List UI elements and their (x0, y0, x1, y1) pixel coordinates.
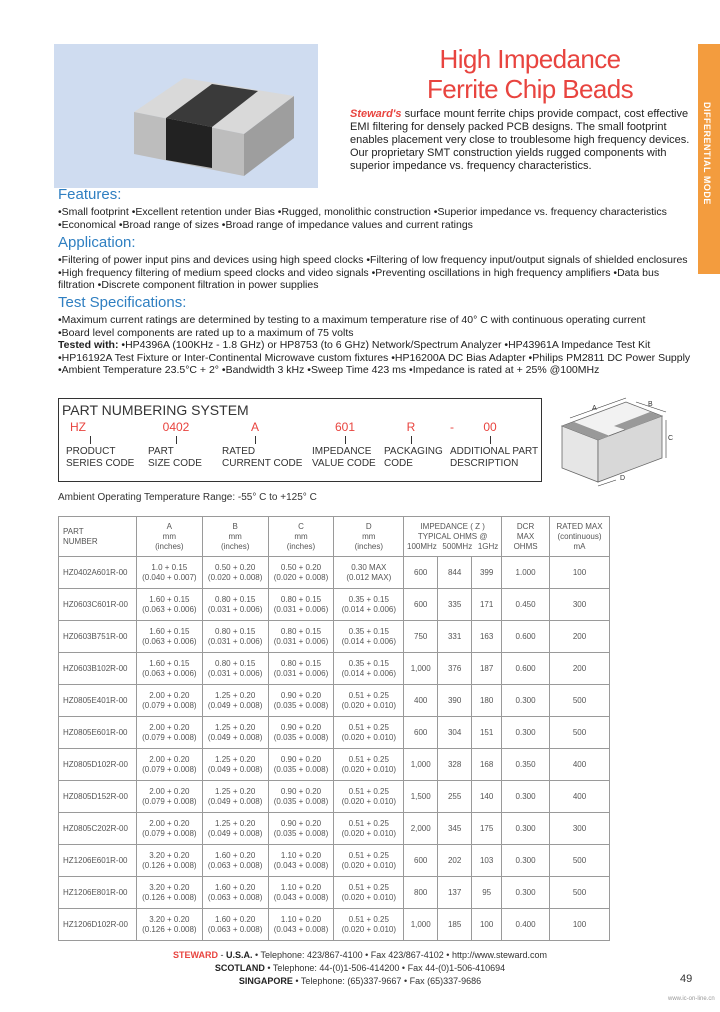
table-row (59, 813, 610, 845)
cell-dcr: 0.300 (502, 685, 550, 717)
cell-c: 1.10 + 0.20 (0.043 + 0.008) (268, 877, 334, 909)
table-row (59, 909, 610, 941)
cell-ma: 500 (550, 717, 610, 749)
cell-dcr: 0.400 (502, 909, 550, 941)
table-header-row (59, 517, 610, 557)
cell-d: 0.30 MAX (0.012 MAX) (334, 557, 404, 589)
cell-z500: 185 (438, 909, 472, 941)
cell-z100: 1,000 (404, 909, 438, 941)
pn-code-additional: 00 (483, 420, 497, 434)
cell-ma: 500 (550, 685, 610, 717)
product-photo (54, 44, 318, 188)
th-d: D mm (inches) (334, 517, 404, 557)
cell-z100: 1,000 (404, 749, 438, 781)
table-row (59, 749, 610, 781)
table-body (59, 557, 610, 941)
pn-desc-size: PART SIZE CODE (148, 446, 202, 469)
cell-b: 1.25 + 0.20 (0.049 + 0.008) (202, 685, 268, 717)
pn-tick (90, 436, 91, 444)
cell-z1g: 151 (472, 717, 502, 749)
cell-c: 0.50 + 0.20 (0.020 + 0.008) (268, 557, 334, 589)
cell-z100: 750 (404, 621, 438, 653)
cell-c: 0.80 + 0.15 (0.031 + 0.006) (268, 653, 334, 685)
pn-tick (176, 436, 177, 444)
cell-c: 0.90 + 0.20 (0.035 + 0.008) (268, 717, 334, 749)
dim-label-b: B (648, 401, 653, 408)
cell-b: 1.25 + 0.20 (0.049 + 0.008) (202, 749, 268, 781)
th-a: A mm (inches) (136, 517, 202, 557)
cell-z500: 844 (438, 557, 472, 589)
features-body: •Small footprint •Excellent retention under Bias •Rugged, monolithic construction •Superior impedance vs. frequency characteristics •Economical •Broad range of sizes •Broad range of impedance values and current ratings (58, 206, 667, 231)
cell-z1g: 103 (472, 845, 502, 877)
cell-d: 0.51 + 0.25 (0.020 + 0.010) (334, 717, 404, 749)
watermark-url: www.ic-on-line.cn (668, 996, 715, 1002)
cell-a: 2.00 + 0.20 (0.079 + 0.008) (136, 781, 202, 813)
cell-dcr: 1.000 (502, 557, 550, 589)
cell-a: 1.60 + 0.15 (0.063 + 0.006) (136, 621, 202, 653)
cell-ma: 200 (550, 621, 610, 653)
cell-z100: 600 (404, 717, 438, 749)
cell-z100: 600 (404, 557, 438, 589)
cell-pn: HZ1206E601R-00 (59, 845, 137, 877)
table-row (59, 845, 610, 877)
dim-label-c: C (668, 435, 674, 442)
cell-z500: 304 (438, 717, 472, 749)
cell-b: 1.25 + 0.20 (0.049 + 0.008) (202, 813, 268, 845)
cell-dcr: 0.300 (502, 877, 550, 909)
table-row (59, 589, 610, 621)
cell-b: 1.60 + 0.20 (0.063 + 0.008) (202, 845, 268, 877)
cell-z100: 800 (404, 877, 438, 909)
cell-a: 3.20 + 0.20 (0.126 + 0.008) (136, 877, 202, 909)
cell-d: 0.51 + 0.25 (0.020 + 0.010) (334, 749, 404, 781)
cell-a: 2.00 + 0.20 (0.079 + 0.008) (136, 717, 202, 749)
cell-z100: 2,000 (404, 813, 438, 845)
pn-tick (411, 436, 412, 444)
cell-dcr: 0.300 (502, 845, 550, 877)
cell-d: 0.35 + 0.15 (0.014 + 0.006) (334, 621, 404, 653)
side-tab (698, 44, 720, 274)
cell-z1g: 175 (472, 813, 502, 845)
footer-scotland: SCOTLAND • Telephone: 44-(0)1-506-414200 • Fax 44-(0)1-506-410694 (214, 963, 506, 973)
cell-c: 0.90 + 0.20 (0.035 + 0.008) (268, 813, 334, 845)
cell-c: 0.80 + 0.15 (0.031 + 0.006) (268, 621, 334, 653)
pn-code-series: HZ (70, 420, 86, 434)
cell-a: 1.0 + 0.15 (0.040 + 0.007) (136, 557, 202, 589)
cell-ma: 300 (550, 589, 610, 621)
cell-d: 0.35 + 0.15 (0.014 + 0.006) (334, 653, 404, 685)
table-row (59, 557, 610, 589)
pn-desc-series: PRODUCT SERIES CODE (66, 446, 135, 469)
th-c: C mm (inches) (268, 517, 334, 557)
cell-ma: 100 (550, 557, 610, 589)
cell-a: 2.00 + 0.20 (0.079 + 0.008) (136, 685, 202, 717)
cell-c: 0.80 + 0.15 (0.031 + 0.006) (268, 589, 334, 621)
cell-z100: 1,000 (404, 653, 438, 685)
cell-c: 1.10 + 0.20 (0.043 + 0.008) (268, 845, 334, 877)
cell-z100: 600 (404, 589, 438, 621)
part-numbering-title: PART NUMBERING SYSTEM (62, 402, 249, 418)
application-body: •Filtering of power input pins and devices using high speed clocks •Filtering of low frequency input/output signals of shielded enclosures •High frequency filtering of medium speed clocks and video signals •Preventing oscillations in high frequency amplifiers •Data bus filtration •Discrete component filtration in power supplies (58, 254, 688, 291)
cell-ma: 500 (550, 845, 610, 877)
th-part: PART NUMBER (59, 517, 137, 557)
features-heading: Features: (58, 186, 122, 203)
cell-z500: 335 (438, 589, 472, 621)
cell-dcr: 0.600 (502, 653, 550, 685)
cell-z100: 600 (404, 845, 438, 877)
cell-z1g: 95 (472, 877, 502, 909)
table-row (59, 877, 610, 909)
cell-a: 2.00 + 0.20 (0.079 + 0.008) (136, 813, 202, 845)
pn-tick (255, 436, 256, 444)
pn-code-packaging: R (406, 420, 416, 434)
cell-c: 0.90 + 0.20 (0.035 + 0.008) (268, 749, 334, 781)
cell-z1g: 163 (472, 621, 502, 653)
cell-pn: HZ0402A601R-00 (59, 557, 137, 589)
cell-b: 1.25 + 0.20 (0.049 + 0.008) (202, 717, 268, 749)
cell-d: 0.51 + 0.25 (0.020 + 0.010) (334, 877, 404, 909)
test-specs-heading: Test Specifications: (58, 294, 187, 311)
cell-d: 0.51 + 0.25 (0.020 + 0.010) (334, 781, 404, 813)
cell-b: 1.25 + 0.20 (0.049 + 0.008) (202, 781, 268, 813)
cell-c: 0.90 + 0.20 (0.035 + 0.008) (268, 781, 334, 813)
pn-tick (490, 436, 491, 444)
cell-ma: 400 (550, 749, 610, 781)
page-number: 49 (680, 973, 693, 985)
cell-ma: 100 (550, 909, 610, 941)
cell-pn: HZ0805E401R-00 (59, 685, 137, 717)
side-tab-label: DIFFERENTIAL MODE (702, 102, 712, 205)
table-row (59, 621, 610, 653)
cell-z500: 202 (438, 845, 472, 877)
ferrite-chip-image (124, 60, 304, 178)
pn-tick (345, 436, 346, 444)
footer-singapore: SINGAPORE • Telephone: (65)337-9667 • Fax (65)337-9686 (238, 976, 482, 986)
cell-d: 0.51 + 0.25 (0.020 + 0.010) (334, 909, 404, 941)
cell-pn: HZ0805D102R-00 (59, 749, 137, 781)
cell-ma: 200 (550, 653, 610, 685)
cell-z500: 390 (438, 685, 472, 717)
pn-code-size: 0402 (162, 420, 190, 434)
cell-d: 0.35 + 0.15 (0.014 + 0.006) (334, 589, 404, 621)
cell-z500: 137 (438, 877, 472, 909)
cell-b: 1.60 + 0.20 (0.063 + 0.008) (202, 909, 268, 941)
cell-z500: 376 (438, 653, 472, 685)
dimension-diagram (556, 396, 676, 492)
cell-c: 0.90 + 0.20 (0.035 + 0.008) (268, 685, 334, 717)
cell-dcr: 0.300 (502, 781, 550, 813)
pn-code-impedance: 601 (334, 420, 356, 434)
pn-desc-packaging: PACKAGING CODE (384, 446, 443, 469)
cell-z1g: 168 (472, 749, 502, 781)
cell-b: 0.80 + 0.15 (0.031 + 0.006) (202, 653, 268, 685)
cell-z500: 331 (438, 621, 472, 653)
cell-dcr: 0.350 (502, 749, 550, 781)
cell-pn: HZ0603B751R-00 (59, 621, 137, 653)
table-row (59, 685, 610, 717)
table-row (59, 717, 610, 749)
cell-z1g: 171 (472, 589, 502, 621)
cell-z500: 255 (438, 781, 472, 813)
cell-a: 2.00 + 0.20 (0.079 + 0.008) (136, 749, 202, 781)
dim-label-a: A (592, 405, 597, 412)
test-specs-body: •Maximum current ratings are determined by testing to a maximum temperature rise of 40° C with continuous operating current •Board level components are rated up to a maximum of 75 volts Tested with: •HP4396A (100KHz - 1.8 GHz) or HP8753 (to 6 GHz) Network/Spectrum Analyzer •HP43961A Impedance Test Kit •HP16192A Test Fixture or Inter-Continental Microwave custom fixtures •HP16200A DC Bias Adapter •Philips PM2811 DC Power Supply •Ambient Temperature 23.5°C + 2° •Bandwidth 3 kHz •Sweep Time 423 ms •Impedance is rated at + 25% @100MHz (58, 314, 691, 376)
cell-ma: 400 (550, 781, 610, 813)
cell-ma: 300 (550, 813, 610, 845)
th-impedance: IMPEDANCE ( Z ) TYPICAL OHMS @ 100MHz 500MHz 1GHz (404, 517, 502, 557)
pn-desc-impedance: IMPEDANCE VALUE CODE (312, 446, 376, 469)
specs-table (58, 516, 610, 941)
cell-a: 3.20 + 0.20 (0.126 + 0.008) (136, 909, 202, 941)
cell-c: 1.10 + 0.20 (0.043 + 0.008) (268, 909, 334, 941)
cell-pn: HZ0805D152R-00 (59, 781, 137, 813)
cell-z1g: 100 (472, 909, 502, 941)
table-row (59, 781, 610, 813)
cell-b: 0.50 + 0.20 (0.020 + 0.008) (202, 557, 268, 589)
cell-b: 1.60 + 0.20 (0.063 + 0.008) (202, 877, 268, 909)
ambient-temp-range: Ambient Operating Temperature Range: -55° C to +125° C (58, 492, 317, 503)
cell-pn: HZ0603B102R-00 (59, 653, 137, 685)
application-heading: Application: (58, 234, 136, 251)
cell-z500: 328 (438, 749, 472, 781)
intro-paragraph: Steward's surface mount ferrite chips provide compact, cost effective EMI filtering for densely packed PCB designs. The small footprint enables placement very close to troublesome high frequency devices. Our proprietary SMT construction yields rugged components with superior impedance vs. frequency characteristics. (350, 108, 690, 172)
cell-pn: HZ0805E601R-00 (59, 717, 137, 749)
cell-d: 0.51 + 0.25 (0.020 + 0.010) (334, 685, 404, 717)
th-b: B mm (inches) (202, 517, 268, 557)
cell-dcr: 0.600 (502, 621, 550, 653)
table-row (59, 653, 610, 685)
pn-desc-current: RATED CURRENT CODE (222, 446, 303, 469)
cell-z100: 1,500 (404, 781, 438, 813)
cell-z1g: 399 (472, 557, 502, 589)
th-dcr: DCR MAX OHMS (502, 517, 550, 557)
cell-d: 0.51 + 0.25 (0.020 + 0.010) (334, 813, 404, 845)
cell-dcr: 0.450 (502, 589, 550, 621)
pn-code-dash: - (450, 420, 454, 434)
cell-z1g: 187 (472, 653, 502, 685)
cell-a: 1.60 + 0.15 (0.063 + 0.006) (136, 653, 202, 685)
cell-ma: 500 (550, 877, 610, 909)
dim-label-d: D (620, 475, 626, 482)
footer-usa: STEWARD - U.S.A. • Telephone: 423/867-4100 • Fax 423/867-4102 • http://www.steward.com (173, 950, 547, 960)
cell-dcr: 0.300 (502, 813, 550, 845)
cell-pn: HZ0805C202R-00 (59, 813, 137, 845)
cell-b: 0.80 + 0.15 (0.031 + 0.006) (202, 589, 268, 621)
cell-b: 0.80 + 0.15 (0.031 + 0.006) (202, 621, 268, 653)
cell-pn: HZ0603C601R-00 (59, 589, 137, 621)
cell-z100: 400 (404, 685, 438, 717)
cell-a: 3.20 + 0.20 (0.126 + 0.008) (136, 845, 202, 877)
cell-z1g: 180 (472, 685, 502, 717)
cell-dcr: 0.300 (502, 717, 550, 749)
cell-z1g: 140 (472, 781, 502, 813)
cell-pn: HZ1206E801R-00 (59, 877, 137, 909)
pn-desc-additional: ADDITIONAL PART DESCRIPTION (450, 446, 539, 469)
th-rated: RATED MAX (continuous) mA (550, 517, 610, 557)
cell-pn: HZ1206D102R-00 (59, 909, 137, 941)
cell-d: 0.51 + 0.25 (0.020 + 0.010) (334, 845, 404, 877)
cell-z500: 345 (438, 813, 472, 845)
pn-code-current: A (250, 420, 259, 434)
page-title: High Impedance Ferrite Chip Beads (427, 44, 633, 104)
cell-a: 1.60 + 0.15 (0.063 + 0.006) (136, 589, 202, 621)
